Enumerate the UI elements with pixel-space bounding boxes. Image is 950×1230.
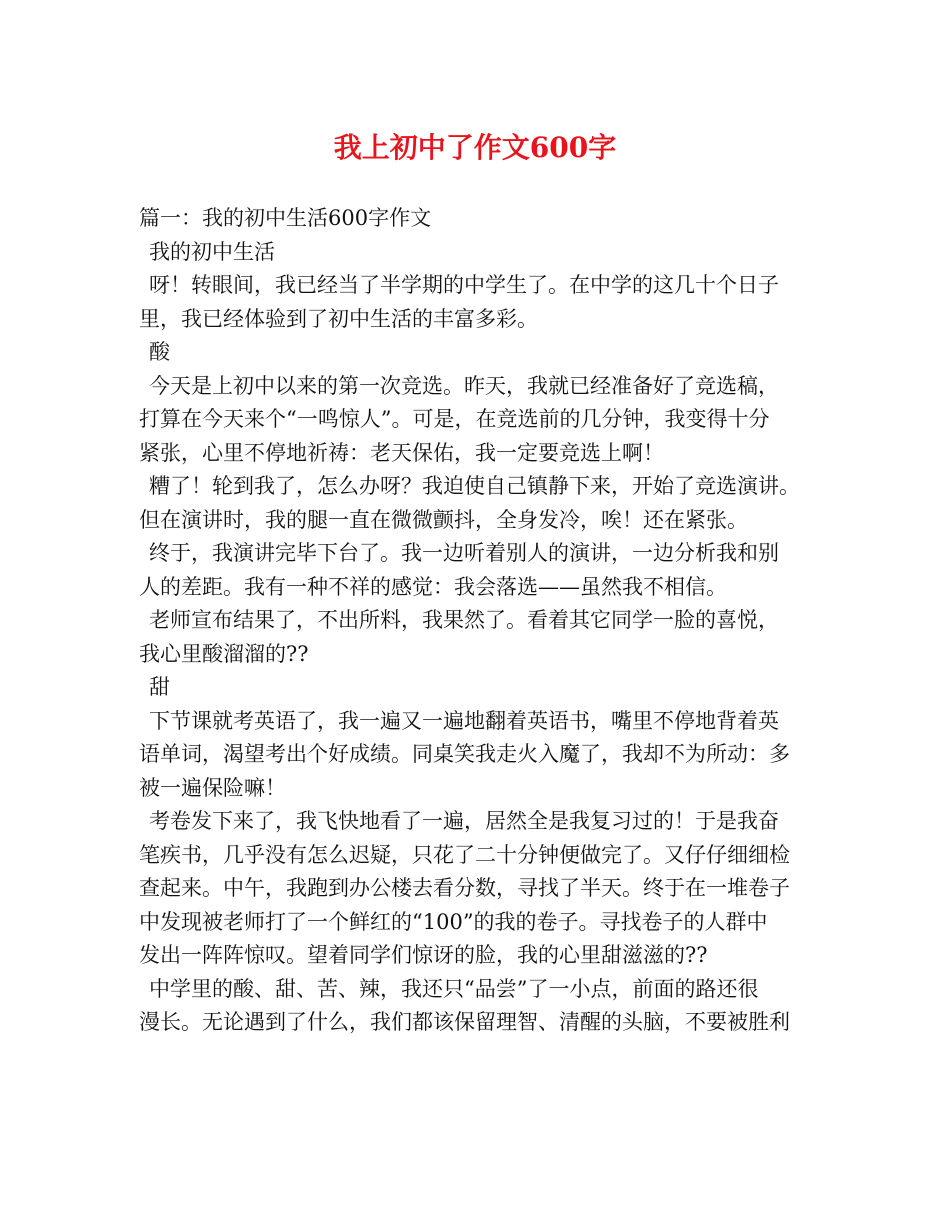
- text-line: 中学里的酸、甜、苦、辣，我还只“品尝”了一小点，前面的路还很: [149, 976, 759, 1001]
- text-line: 但在演讲时，我的腿一直在微微颤抖，全身发冷，唉！还在紧张。: [139, 507, 748, 532]
- text-line: 语单词，渴望考出个好成绩。同桌笑我走火入魔了，我却不为所动：多: [139, 742, 790, 766]
- text-line: 甜: [149, 675, 170, 699]
- text-line: 人的差距。我有一种不祥的感觉：我会落选——虽然我不相信。: [139, 574, 727, 599]
- text-line: 呀！转眼间，我已经当了半学期的中学生了。在中学的这几十个日子: [149, 273, 779, 297]
- text-line: 老师宣布结果了，不出所料，我果然了。看着其它同学一脸的喜悦，: [149, 608, 779, 632]
- text-line: 查起来。中午，我跑到办公楼去看分数，寻找了半天。终于在一堆卷子: [139, 876, 790, 900]
- text-line: 发出一阵阵惊叹。望着同学们惊讶的脸，我的心里甜滋滋的??: [139, 943, 708, 967]
- document-title: 我上初中了作文600字: [333, 131, 617, 164]
- text-line: 打算在今天来个“一鸣惊人”。可是，在竞选前的几分钟，我变得十分: [139, 407, 770, 431]
- text-line: 中发现被老师打了一个鲜红的“100”的我的卷子。寻找卷子的人群中: [139, 909, 768, 934]
- text-line: 里，我已经体验到了初中生活的丰富多彩。: [139, 306, 538, 331]
- text-line: 我的初中生活: [149, 239, 275, 264]
- text-line: 我心里酸溜溜的??: [139, 641, 309, 666]
- text-line: 考卷发下来了，我飞快地看了一遍，居然全是我复习过的！于是我奋: [149, 809, 779, 833]
- text-line: 漫长。无论遇到了什么，我们都该保留理智、清醒的头脑，不要被胜利: [139, 1010, 790, 1034]
- text-line: 篇一：我的初中生活600字作文: [139, 206, 432, 230]
- text-line: 笔疾书，几乎没有怎么迟疑，只花了二十分钟便做完了。又仔仔细细检: [139, 842, 790, 867]
- text-line: 紧张，心里不停地祈祷：老天保佑，我一定要竞选上啊！: [139, 440, 664, 465]
- text-line: 今天是上初中以来的第一次竞选。昨天，我就已经准备好了竞选稿，: [149, 373, 779, 398]
- text-line: 被一遍保险嘛！: [139, 775, 286, 800]
- text-line: 终于，我演讲完毕下台了。我一边听着别人的演讲，一边分析我和别: [149, 541, 779, 565]
- document-body: [139, 202, 829, 1040]
- text-line: 糟了！轮到我了，怎么办呀？我迫使自己镇静下来，开始了竞选演讲。: [149, 474, 800, 498]
- text-line: 酸: [149, 340, 170, 364]
- text-line: 下节课就考英语了，我一遍又一遍地翻着英语书，嘴里不停地背着英: [149, 708, 779, 733]
